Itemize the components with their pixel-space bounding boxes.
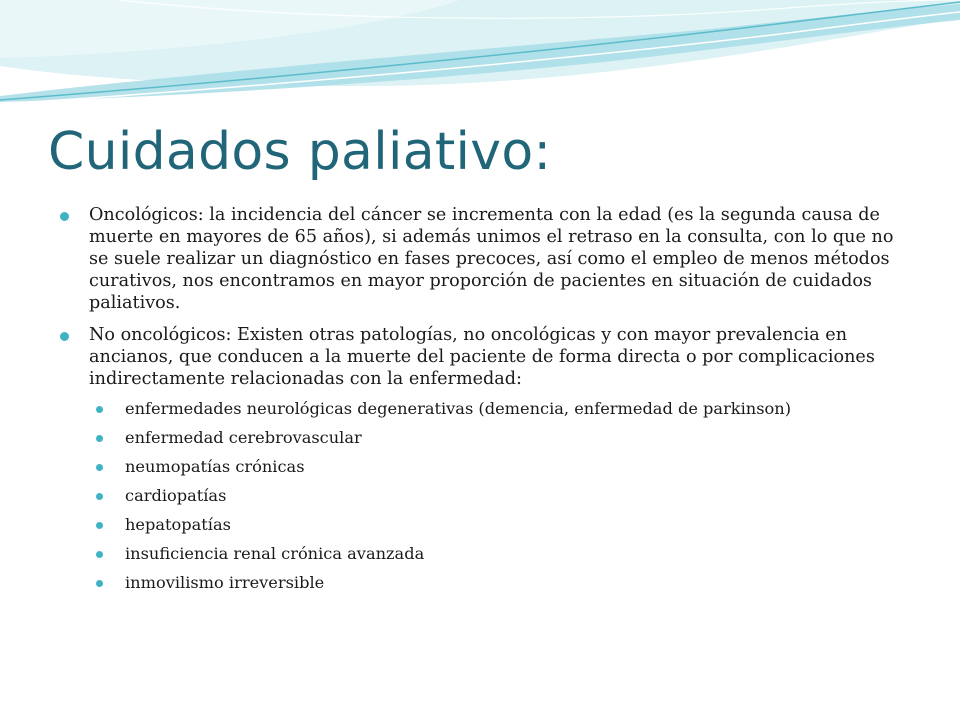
sub-bullet: hepatopatías bbox=[96, 515, 910, 535]
sub-bullet: insuficiencia renal crónica avanzada bbox=[96, 544, 910, 564]
header-wave-decoration bbox=[0, 0, 960, 120]
bullet-text: No oncológicos: Existen otras patologías, no oncológicas y con mayor prevalencia en ancianos, que conducen a la muerte del paciente de forma directa o por complicaciones indirectamente relacionadas con la enfermedad: bbox=[89, 325, 875, 389]
sub-bullet: cardiopatías bbox=[96, 486, 910, 506]
sub-bullet: enfermedad cerebrovascular bbox=[96, 428, 910, 448]
sub-bullet: neumopatías crónicas bbox=[96, 457, 910, 477]
sub-bullet-list bbox=[96, 399, 910, 593]
page-title: Cuidados paliativo: bbox=[48, 122, 552, 182]
bullet-list bbox=[60, 204, 910, 593]
sub-bullet: enfermedades neurológicas degenerativas (demencia, enfermedad de parkinson) bbox=[96, 399, 910, 419]
bullet-no-oncologicos bbox=[60, 324, 910, 593]
bullet-oncologicos bbox=[60, 204, 910, 314]
slide-content bbox=[60, 204, 910, 603]
sub-bullet: inmovilismo irreversible bbox=[96, 573, 910, 593]
bullet-text: Oncológicos: la incidencia del cáncer se incrementa con la edad (es la segunda causa de muerte en mayores de 65 años), si además unimos el retraso en la consulta, con lo que no se suele realizar un diagnóstico en fases precoces, así como el empleo de menos métodos curativos, nos encontramos en mayor proporción de pacientes en situación de cuidados paliativos. bbox=[89, 205, 894, 313]
